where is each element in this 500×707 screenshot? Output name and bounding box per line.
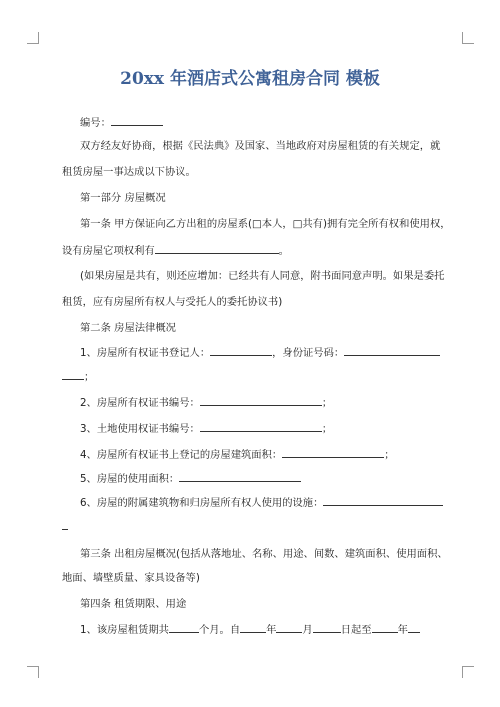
end-month-blank[interactable] [408, 622, 420, 633]
building-area-blank[interactable] [282, 447, 384, 458]
corner-mark-top-right [462, 32, 474, 44]
start-day-blank[interactable] [313, 622, 341, 633]
paragraph-line: (如果房屋是共有，则还应增加：已经共有人同意，附书面同意声明。如果是委托 [80, 270, 445, 282]
building-area-line [80, 447, 395, 462]
paragraph-line: 第一条 甲方保证向乙方出租的房屋系(□本人，□共有)拥有完全所有权和使用权， [80, 218, 451, 230]
other-rights-label: 设有房屋它项权利有 [62, 245, 155, 257]
start-month-blank[interactable] [276, 622, 302, 633]
other-rights-line [62, 243, 289, 258]
facilities-blank[interactable] [323, 495, 443, 506]
usable-area-line [80, 471, 301, 486]
corner-mark-top-left [27, 32, 39, 44]
months-from-label: 个月。自 [198, 624, 241, 636]
semicolon: ； [321, 423, 333, 435]
period: 。 [278, 245, 289, 257]
document-title: 20xx 年酒店式公寓租房合同 模板 [120, 69, 380, 89]
semicolon: ； [84, 371, 95, 383]
usable-area-label: 5、房屋的使用面积： [80, 473, 180, 485]
land-cert-label: 3、土地使用权证书编号： [80, 423, 200, 435]
facilities-line [80, 495, 443, 510]
paragraph-line: 租赁，应有房屋所有权人与受托人的委托协议书) [62, 296, 283, 308]
owner-line [80, 345, 440, 360]
ownership-cert-blank[interactable] [200, 395, 322, 406]
id-number-label: ，身份证号码： [272, 347, 345, 359]
facilities-continuation [62, 519, 68, 534]
semicolon: ； [321, 397, 333, 409]
contract-number-blank[interactable] [111, 115, 163, 126]
corner-mark-bottom-left [27, 666, 39, 678]
year-label: 年 [397, 624, 408, 636]
paragraph-line: 第三条 出租房屋概况(包括从落地址、名称、用途、间数、建筑面积、使用面积、 [80, 548, 448, 560]
facilities-label: 6、房屋的附属建筑物和归房屋所有权人使用的设施： [80, 497, 324, 509]
building-area-label: 4、房屋所有权证书上登记的房屋建筑面积： [80, 449, 283, 461]
ownership-cert-label: 2、房屋所有权证书编号： [80, 397, 200, 409]
land-cert-blank[interactable] [200, 421, 322, 432]
section-heading: 第一部分 房屋概况 [80, 192, 166, 204]
contract-number-line [80, 115, 163, 130]
start-year-blank[interactable] [240, 622, 266, 633]
lease-term-line [80, 622, 420, 637]
month-label: 月 [302, 624, 313, 636]
paragraph-line: 双方经友好协商，根据《民法典》及国家、当地政府对房屋租赁的有关规定，就 [80, 140, 441, 152]
owner-blank[interactable] [210, 345, 272, 356]
section-heading: 第二条 房屋法律概况 [80, 322, 176, 334]
corner-mark-bottom-right [462, 666, 474, 678]
land-cert-line [80, 421, 332, 436]
day-until-label: 日起至 [340, 624, 372, 636]
id-number-continuation [62, 369, 94, 384]
id-number-blank[interactable] [344, 345, 440, 356]
usable-area-blank[interactable] [179, 471, 301, 482]
year-label: 年 [266, 624, 277, 636]
lease-term-label: 1、该房屋租赁期共 [80, 624, 169, 636]
paragraph-line: 地面、墙壁质量、家具设备等) [62, 572, 200, 584]
facilities-blank-continued[interactable] [62, 519, 68, 530]
other-rights-blank[interactable] [155, 243, 279, 254]
semicolon: ； [384, 449, 395, 461]
ownership-cert-line [80, 395, 332, 410]
contract-number-label: 编号： [80, 117, 111, 129]
section-heading: 第四条 租赁期限、用途 [80, 598, 187, 610]
months-blank[interactable] [169, 622, 199, 633]
end-year-blank[interactable] [372, 622, 398, 633]
id-number-blank-continued[interactable] [62, 369, 84, 380]
paragraph-line: 租赁房屋一事达成以下协议。 [62, 166, 196, 178]
owner-label: 1、房屋所有权证书登记人： [80, 347, 211, 359]
